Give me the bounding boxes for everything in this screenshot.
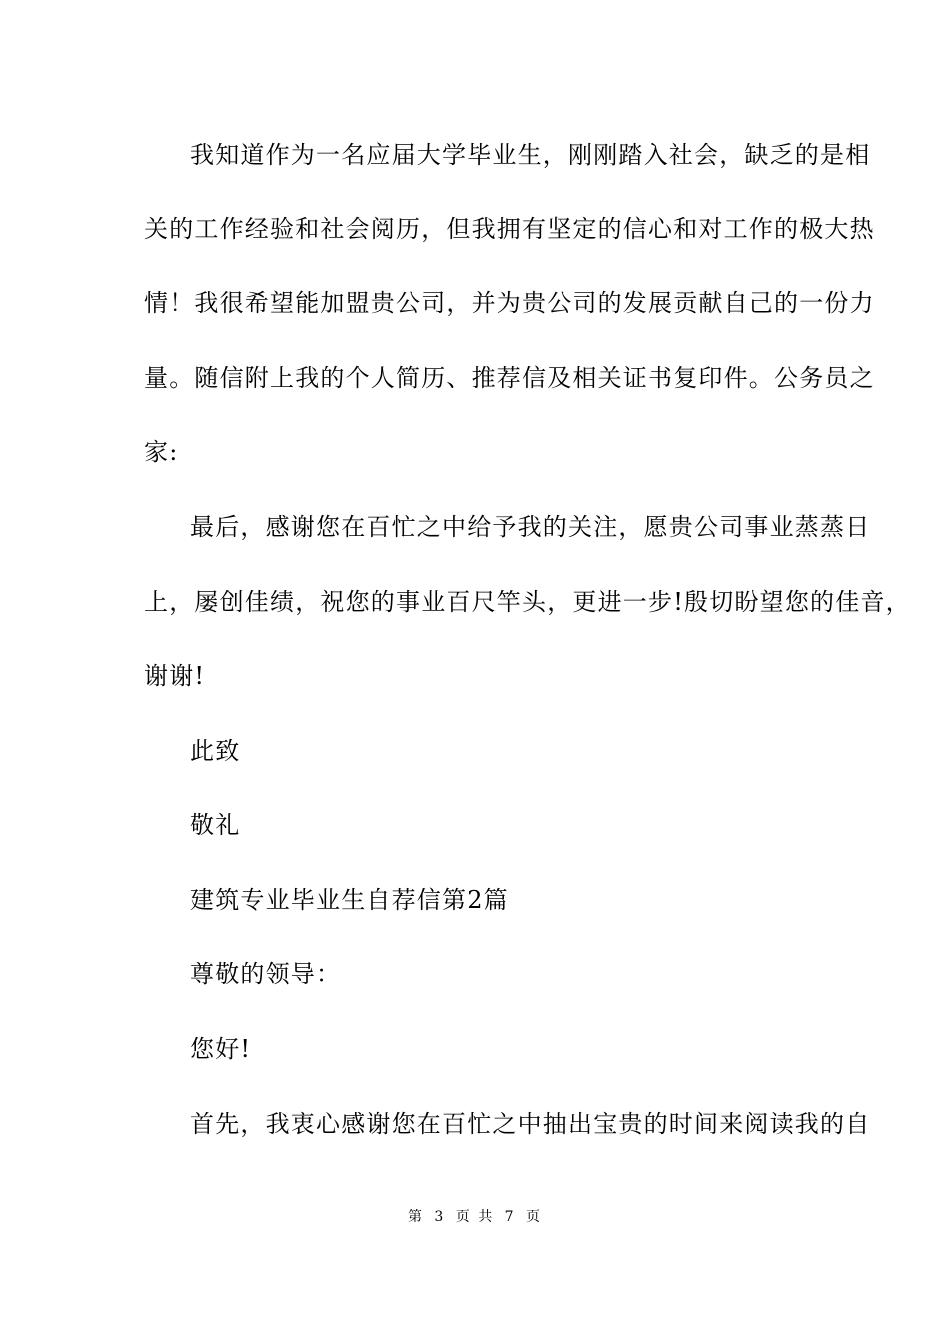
paragraph-line: 首先，我衷心感谢您在百忙之中抽出宝贵的时间来阅读我的自	[190, 1110, 871, 1138]
paragraph-line: 家:	[144, 438, 179, 466]
paragraph-line: 最后，感谢您在百忙之中给予我的关注，愿贵公司事业蒸蒸日	[190, 513, 871, 541]
footer-page-number: 3	[434, 1209, 446, 1225]
section-title: 建筑专业毕业生自荐信第2篇	[190, 886, 509, 914]
closing-line: 此致	[190, 737, 241, 765]
page-footer	[0, 1208, 950, 1226]
paragraph-line: 谢谢!	[144, 662, 206, 690]
paragraph-line: 情！我很希望能加盟贵公司，并为贵公司的发展贡献自己的一份力	[144, 289, 875, 317]
closing-line: 敬礼	[190, 811, 241, 839]
footer-mid: 页 共	[455, 1209, 495, 1225]
greeting: 您好!	[190, 1035, 252, 1063]
paragraph-line: 量。随信附上我的个人简历、推荐信及相关证书复印件。公务员之	[144, 364, 875, 392]
paragraph-line: 我知道作为一名应届大学毕业生，刚刚踏入社会，缺乏的是相	[190, 141, 871, 169]
paragraph-line: 上，屡创佳绩，祝您的事业百尺竿头，更进一步!殷切盼望您的佳音，	[144, 588, 911, 616]
footer-prefix: 第	[407, 1209, 424, 1225]
footer-suffix: 页	[526, 1209, 543, 1225]
paragraph-line: 关的工作经验和社会阅历，但我拥有坚定的信心和对工作的极大热	[144, 215, 875, 243]
footer-total-pages: 7	[504, 1209, 516, 1225]
salutation: 尊敬的领导：	[190, 960, 342, 988]
